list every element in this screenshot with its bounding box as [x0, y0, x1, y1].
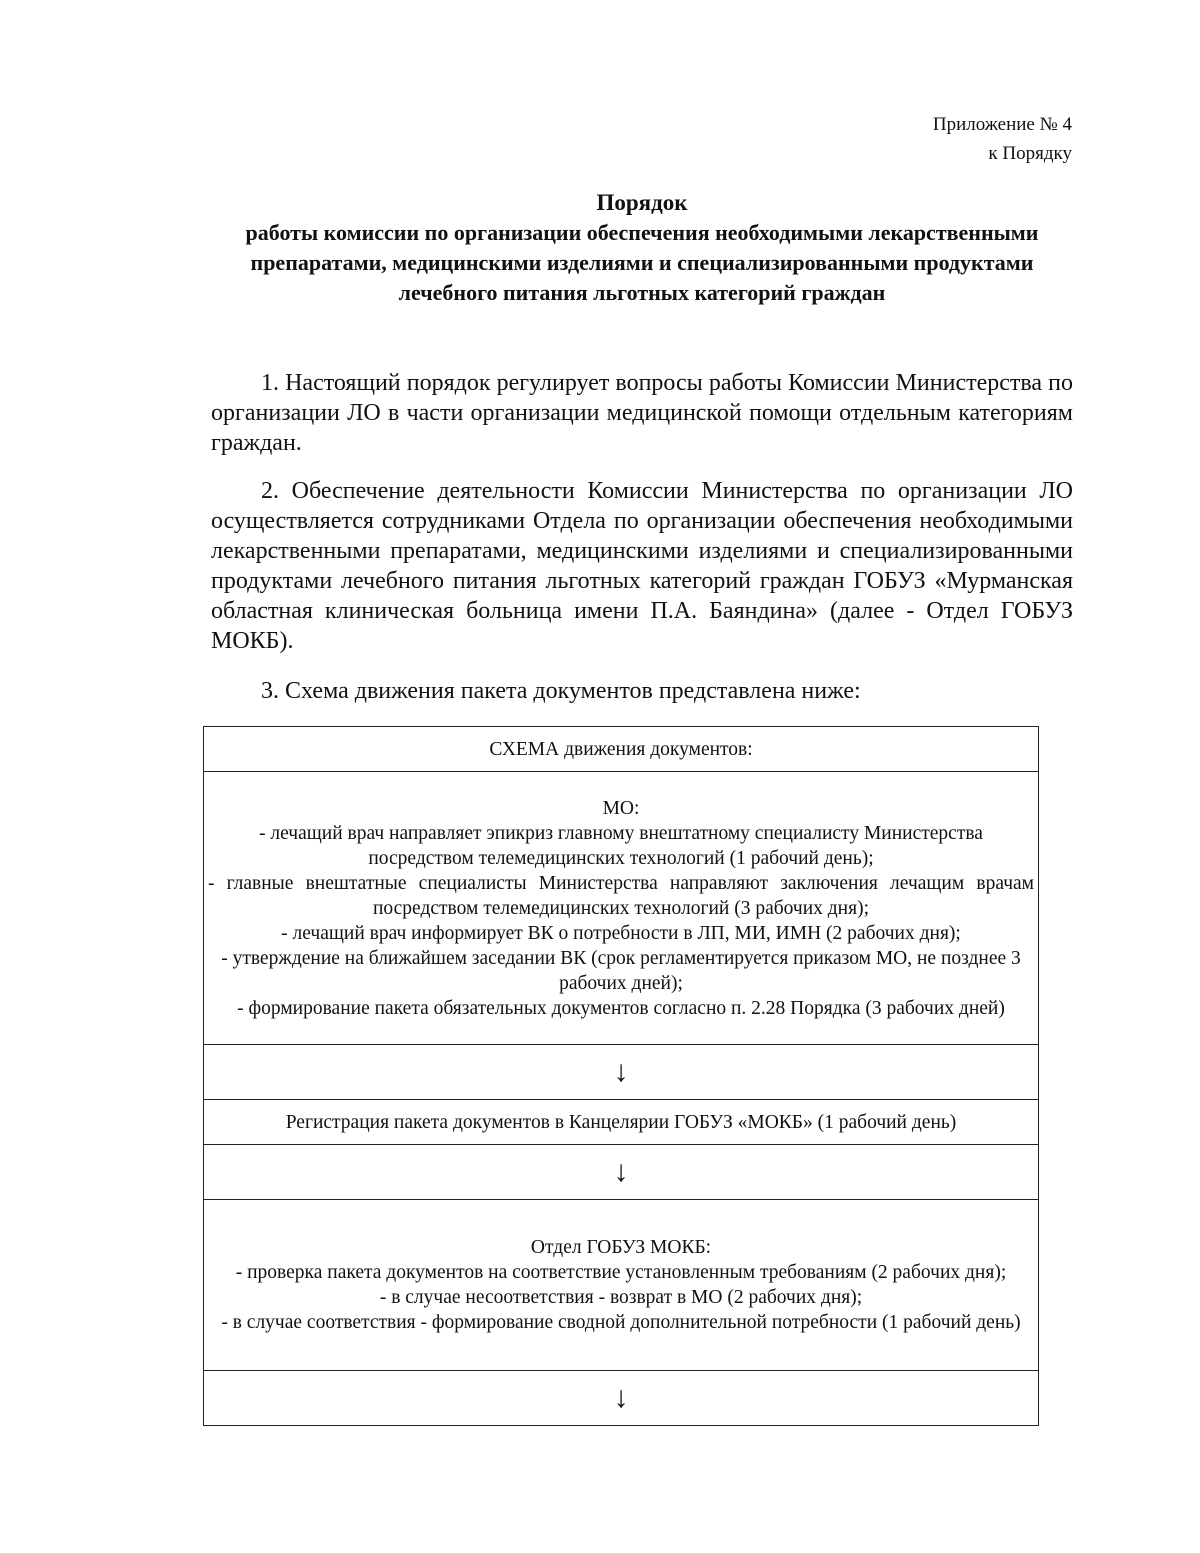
department-item: - в случае несоответствия - возврат в МО (2 рабочих дня); — [379, 1287, 863, 1308]
arrow-down-icon: ↓ — [204, 1371, 1039, 1426]
scheme-mo-block — [204, 772, 1039, 1045]
mo-item: - формирование пакета обязательных документов согласно п. 2.28 Порядка (3 рабочих дней) — [237, 997, 1005, 1019]
mo-title: МО: — [602, 797, 640, 819]
department-item: - проверка пакета документов на соответствие установленным требованиям (2 рабочих дня); — [235, 1262, 1007, 1283]
mo-item: - лечащий врач направляет эпикриз главному внештатному специалисту Министерства посредством телемедицинских технологий (1 рабочий день); — [259, 822, 983, 869]
paragraph-3: 3. Схема движения пакета документов представлена ниже: — [261, 678, 861, 704]
appendix-note — [933, 110, 1072, 168]
appendix-line-2: к Порядку — [988, 143, 1072, 164]
title-main: Порядок — [596, 190, 688, 215]
title-subtitle: работы комиссии по организации обеспечения необходимыми лекарственными препаратами, медицинскими изделиями и специализированными продуктами лечебного питания льготных категорий граждан — [245, 220, 1039, 305]
document-flow-scheme — [203, 726, 1039, 1426]
mo-item: - утверждение на ближайшем заседании ВК (срок регламентируется приказом МО, не позднее 3 рабочих дней); — [221, 947, 1021, 994]
paragraph-1: 1. Настоящий порядок регулирует вопросы работы Комиссии Министерства по организации ЛО в части организации медицинской помощи отдельным категориям граждан. — [211, 370, 1073, 456]
department-item: - в случае соответствия - формирование сводной дополнительной потребности (1 рабочий день) — [221, 1312, 1021, 1333]
mo-item: - главные внештатные специалисты Министерства направляют заключения лечащим врачам посредством телемедицинских технологий (3 рабочих дня); — [208, 872, 1034, 919]
scheme-registration: Регистрация пакета документов в Канцелярии ГОБУЗ «МОКБ» (1 рабочий день) — [204, 1100, 1039, 1145]
paragraph-2: 2. Обеспечение деятельности Комиссии Министерства по организации ЛО осуществляется сотрудниками Отдела по организации обеспечения необходимыми лекарственными препаратами, медицинскими изделиями и специализированными продуктами лечебного питания льготных категорий граждан ГОБУЗ «Мурманская областная клиническая больница имени П.А. Баяндина» (далее - Отдел ГОБУЗ МОКБ). — [211, 478, 1073, 654]
arrow-down-icon: ↓ — [204, 1145, 1039, 1200]
document-title — [210, 188, 1074, 308]
appendix-line-1: Приложение № 4 — [932, 114, 1072, 135]
scheme-department-block — [204, 1200, 1039, 1371]
arrow-down-icon: ↓ — [204, 1045, 1039, 1100]
scheme-header: СХЕМА движения документов: — [204, 727, 1039, 772]
department-title: Отдел ГОБУЗ МОКБ: — [530, 1237, 712, 1258]
mo-item: - лечащий врач информирует ВК о потребности в ЛП, МИ, ИМН (2 рабочих дня); — [281, 922, 961, 944]
